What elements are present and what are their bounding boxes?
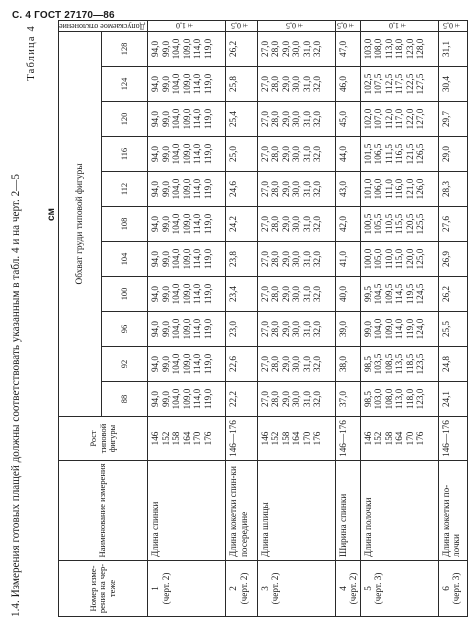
- header-chest-girth: Обхват груди типовой фигуры: [59, 31, 102, 416]
- table-number-label: Таблица 4: [26, 25, 37, 81]
- value-cell: 28,3: [438, 172, 468, 207]
- tolerance-cell: [148, 20, 226, 31]
- value-cell: 37,0: [335, 382, 360, 417]
- measurement-number: 2 (черт. 2): [226, 561, 258, 617]
- tolerance-cell: [257, 20, 335, 31]
- value-cell: 25,4: [226, 102, 258, 137]
- value-cell: 23,4: [226, 277, 258, 312]
- size-header: 104: [102, 242, 148, 277]
- value-cell: 23,0: [226, 312, 258, 347]
- measurement-name: Длина кокетки спин-ки посередине: [226, 461, 258, 561]
- value-cell: 24,2: [226, 207, 258, 242]
- value-cell: 46,0: [335, 67, 360, 102]
- value-cell: 27,0 28,0 29,0 30,0 31,0 32,0: [257, 102, 335, 137]
- value-cell: 102,0 107,0 112,0 117,0 122,0 127,0: [360, 102, 438, 137]
- value-cell: 26,9: [438, 242, 468, 277]
- value-cell: 27,0 28,0 29,0 30,0 31,0 32,0: [257, 137, 335, 172]
- value-cell: 27,0 28,0 29,0 30,0 31,0 32,0: [257, 312, 335, 347]
- measurement-number: 1 (черт. 2): [148, 561, 226, 617]
- value-cell: 100,0 105,0 110,0 115,0 120,0 125,0: [360, 242, 438, 277]
- header-tolerance-text: Допускаемое отклонение: [59, 21, 146, 31]
- value-cell: 99,0 104,0 109,0 114,0 119,0 124,0: [360, 312, 438, 347]
- height-values: 146—176: [226, 417, 258, 461]
- value-cell: 98,5 103,5 108,5 113,5 118,5 123,5: [360, 347, 438, 382]
- tolerance-text: ±1,0: [388, 20, 408, 30]
- value-cell: 27,0 28,0 29,0 30,0 31,0 32,0: [257, 67, 335, 102]
- measurement-name: Длина полочки: [360, 461, 438, 561]
- value-cell: 27,0 28,0 29,0 30,0 31,0 32,0: [257, 172, 335, 207]
- value-cell: 102,5 107,5 112,5 117,5 122,5 127,5: [360, 67, 438, 102]
- value-cell: 27,0 28,0 29,0 30,0 31,0 32,0: [257, 31, 335, 66]
- value-cell: 39,0: [335, 312, 360, 347]
- measurement-number: 3 (черт. 2): [257, 561, 335, 617]
- height-values: 146 152 158 164 170 176: [360, 417, 438, 461]
- measurement-number: 5 (черт. 3): [360, 561, 438, 617]
- size-header: 92: [102, 347, 148, 382]
- tolerance-text: ±0,5: [442, 20, 462, 30]
- value-cell: 94,0 99,0 104,0 109,0 114,0 119,0: [148, 102, 226, 137]
- size-header: 112: [102, 172, 148, 207]
- value-cell: 27,0 28,0 29,0 30,0 31,0 32,0: [257, 207, 335, 242]
- value-cell: 31,1: [438, 31, 468, 66]
- height-values: 146—176: [438, 417, 468, 461]
- unit-label: см: [46, 208, 57, 221]
- size-header: 108: [102, 207, 148, 242]
- table-row: [226, 20, 258, 616]
- measurement-number: 6 (черт. 3): [438, 561, 468, 617]
- value-cell: 94,0 99,0 104,0 109,0 114,0 119,0: [148, 277, 226, 312]
- tolerance-cell: [226, 20, 258, 31]
- value-cell: 27,0 28,0 29,0 30,0 31,0 32,0: [257, 382, 335, 417]
- value-cell: 94,0 99,0 104,0 109,0 114,0 119,0: [148, 242, 226, 277]
- value-cell: 29,7: [438, 102, 468, 137]
- size-header: 116: [102, 137, 148, 172]
- value-cell: 45,0: [335, 102, 360, 137]
- value-cell: 29,0: [438, 137, 468, 172]
- measurement-name: Длина спинки: [148, 461, 226, 561]
- table-row: [360, 20, 438, 616]
- size-header: 88: [102, 382, 148, 417]
- value-cell: 103,0 108,0 113,0 118,0 123,0 128,0: [360, 31, 438, 66]
- header-name: Наименование измерения: [59, 461, 148, 561]
- value-cell: 27,0 28,0 29,0 30,0 31,0 32,0: [257, 347, 335, 382]
- measurements-table: [58, 20, 468, 617]
- header-tolerance: [59, 20, 148, 31]
- value-cell: 47,0: [335, 31, 360, 66]
- value-cell: 24,8: [438, 347, 468, 382]
- height-values: 146—176: [335, 417, 360, 461]
- page-header: С. 4 ГОСТ 27170—86: [12, 10, 115, 21]
- value-cell: 40,0: [335, 277, 360, 312]
- value-cell: 27,0 28,0 29,0 30,0 31,0 32,0: [257, 242, 335, 277]
- tolerance-cell: [360, 20, 438, 31]
- value-cell: 22,2: [226, 382, 258, 417]
- value-cell: 101,0 106,0 111,0 116,0 121,0 126,0: [360, 172, 438, 207]
- height-values: 146 152 158 164 170 176: [148, 417, 226, 461]
- height-values: 146 152 158 164 170 176: [257, 417, 335, 461]
- header-height: Рост типовой фигуры: [59, 417, 148, 461]
- header-number: Номер изме-рения на чер-теже: [59, 561, 148, 617]
- value-cell: 27,6: [438, 207, 468, 242]
- value-cell: 94,0 99,0 104,0 109,0 114,0 119,0: [148, 207, 226, 242]
- table-row: [438, 20, 468, 616]
- table-row: [148, 20, 226, 616]
- value-cell: 24,6: [226, 172, 258, 207]
- value-cell: 25,8: [226, 67, 258, 102]
- value-cell: 42,0: [335, 207, 360, 242]
- size-header: 124: [102, 67, 148, 102]
- value-cell: 94,0 99,0 104,0 109,0 114,0 119,0: [148, 172, 226, 207]
- table-row: [257, 20, 335, 616]
- value-cell: 25,0: [226, 137, 258, 172]
- value-cell: 43,0: [335, 172, 360, 207]
- value-cell: 26,2: [438, 277, 468, 312]
- value-cell: 94,0 99,0 104,0 109,0 114,0 119,0: [148, 347, 226, 382]
- table-row: [335, 20, 360, 616]
- size-header: 120: [102, 102, 148, 137]
- value-cell: 44,0: [335, 137, 360, 172]
- value-cell: 27,0 28,0 29,0 30,0 31,0 32,0: [257, 277, 335, 312]
- section-heading: 1.4. Измерения готовых плащей должны соответствовать указанным в табл. 4 и на черт. 2—5: [10, 174, 22, 617]
- measurement-name: Ширина спинки: [335, 461, 360, 561]
- value-cell: 25,5: [438, 312, 468, 347]
- value-cell: 41,0: [335, 242, 360, 277]
- value-cell: 94,0 99,0 104,0 109,0 114,0 119,0: [148, 67, 226, 102]
- tolerance-cell: [335, 20, 360, 31]
- tolerance-text: ±0,5: [231, 20, 250, 30]
- value-cell: 24,1: [438, 382, 468, 417]
- value-cell: 98,5 103,0 108,0 113,0 118,0 123,0: [360, 382, 438, 417]
- size-header: 100: [102, 277, 148, 312]
- value-cell: 94,0 99,0 104,0 109,0 114,0 119,0: [148, 312, 226, 347]
- value-cell: 94,0 99,0 104,0 109,0 114,0 119,0: [148, 31, 226, 66]
- tolerance-text: ±0,5: [285, 20, 305, 30]
- value-cell: 38,0: [335, 347, 360, 382]
- value-cell: 94,0 99,0 104,0 109,0 114,0 119,0: [148, 382, 226, 417]
- tolerance-text: ±0,5: [337, 20, 357, 30]
- value-cell: 99,5 104,5 109,5 114,5 119,5 124,5: [360, 277, 438, 312]
- value-cell: 101,5 106,5 111,5 116,5 121,5 126,5: [360, 137, 438, 172]
- value-cell: 30,4: [438, 67, 468, 102]
- value-cell: 26,2: [226, 31, 258, 66]
- size-header: 96: [102, 312, 148, 347]
- measurement-name: Длина кокетки по-лочки: [438, 461, 468, 561]
- value-cell: 22,6: [226, 347, 258, 382]
- value-cell: 94,0 99,0 104,0 109,0 114,0 119,0: [148, 137, 226, 172]
- value-cell: 23,8: [226, 242, 258, 277]
- rotated-page-content: [10, 17, 462, 617]
- measurement-number: 4 (черт. 2): [335, 561, 360, 617]
- tolerance-text: ±1,0: [176, 20, 196, 30]
- value-cell: 100,5 105,5 110,5 115,5 120,5 125,5: [360, 207, 438, 242]
- tolerance-cell: [438, 20, 468, 31]
- size-header: 128: [102, 31, 148, 66]
- measurement-name: Длина шлицы: [257, 461, 335, 561]
